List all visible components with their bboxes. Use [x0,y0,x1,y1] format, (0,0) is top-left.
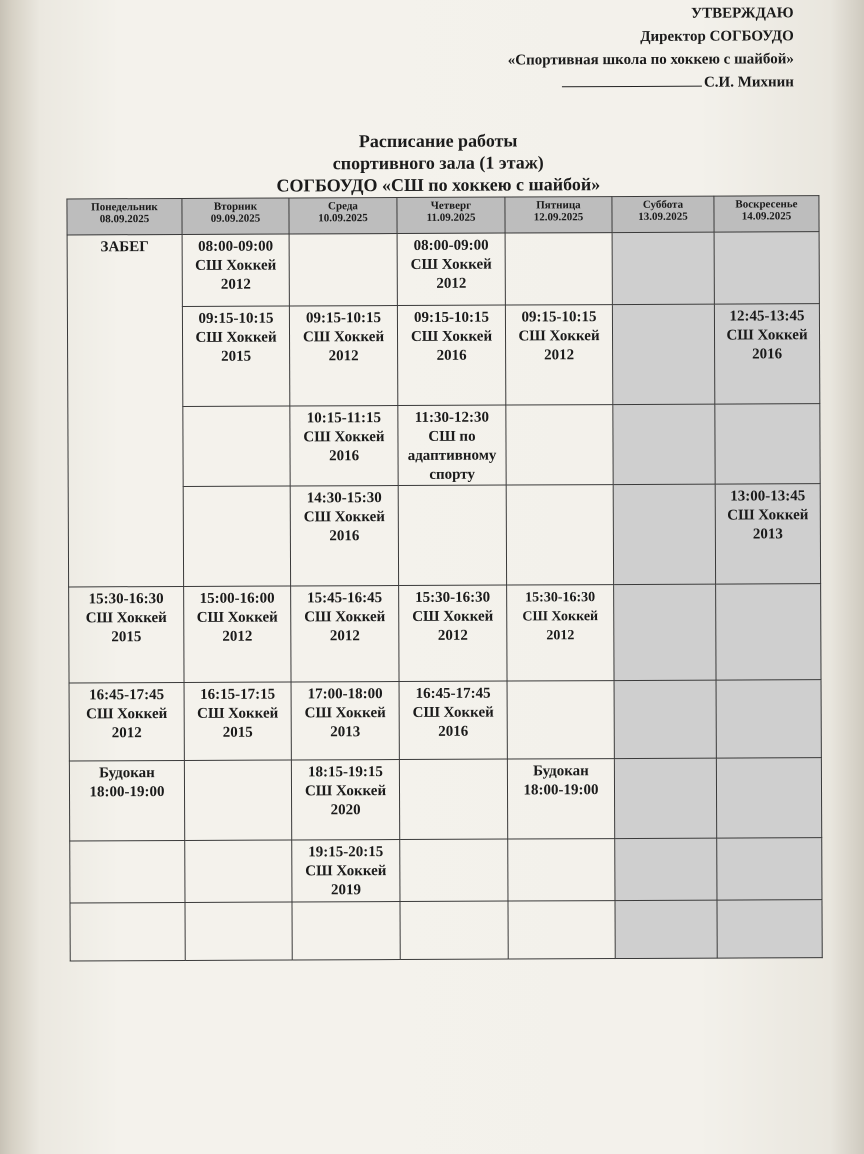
cell-empty [505,233,612,305]
cell-wednesday-slot: 09:15-10:15 СШ Хоккей 2012 [289,306,397,406]
header-thursday: Четверг 11.09.2025 [397,197,505,233]
cell-thursday-slot: 08:00-09:00 СШ Хоккей 2012 [397,233,505,305]
cell-empty-weekend [614,584,716,680]
cell-friday-slot: 15:30-16:30 СШ Хоккей 2012 [507,585,614,681]
cell-empty [70,840,185,903]
cell-thursday-slot: 16:45-17:45 СШ Хоккей 2016 [399,681,507,759]
header-saturday: Суббота 13.09.2025 [612,196,714,232]
cell-empty [183,406,290,486]
document-title [68,128,808,197]
cell-wednesday-slot: 18:15-19:15 СШ Хоккей 2020 [291,760,399,840]
cell-empty [70,902,185,961]
table-row [70,900,822,961]
cell-empty [508,901,615,959]
cell-monday-slot: 15:30-16:30 СШ Хоккей 2015 [69,586,184,683]
header-tuesday: Вторник 09.09.2025 [182,198,289,234]
title-line-2: спортивного зала (1 этаж) [332,152,544,174]
cell-empty [185,902,292,960]
cell-thursday-slot: 09:15-10:15 СШ Хоккей 2016 [397,305,505,405]
header-monday: Понедельник 08.09.2025 [67,198,182,235]
table-row [69,584,821,683]
title-line-1: Расписание работы [358,130,518,152]
cell-tuesday-slot: 09:15-10:15 СШ Хоккей 2015 [182,306,289,406]
approval-block [374,2,794,96]
cell-wednesday-slot: 14:30-15:30 СШ Хоккей 2016 [290,486,398,586]
cell-sunday-slot: 12:45-13:45 СШ Хоккей 2016 [714,304,819,404]
table-row [67,232,819,307]
zabeg-label: ЗАБЕГ [100,239,149,256]
cell-empty [506,485,613,585]
signatory-name: С.И. Михнин [703,74,794,91]
cell-wednesday-slot: 10:15-11:15 СШ Хоккей 2016 [290,406,398,486]
cell-wednesday-slot: 17:00-18:00 СШ Хоккей 2013 [291,682,399,760]
cell-empty [398,485,506,585]
cell-empty-weekend [715,404,820,484]
cell-empty [400,839,508,901]
cell-empty [292,902,400,960]
cell-empty-weekend [714,232,819,304]
signature-blank [562,72,702,88]
cell-sunday-slot: 13:00-13:45 СШ Хоккей 2013 [715,484,820,584]
director-title: Директор СОГБОУДО [640,28,794,45]
cell-thursday-slot: 11:30-12:30 СШ по адаптивному спорту [398,405,506,485]
header-wednesday: Среда 10.09.2025 [289,198,397,234]
cell-wednesday-slot: 19:15-20:15 СШ Хоккей 2019 [292,840,400,902]
cell-empty-weekend [615,900,717,958]
cell-empty-weekend [717,900,822,958]
cell-friday-slot: 09:15-10:15 СШ Хоккей 2012 [505,305,612,405]
cell-empty-weekend [614,680,716,758]
cell-empty [289,234,397,306]
table-row [69,758,821,841]
cell-empty [400,901,508,959]
cell-empty-weekend [717,838,822,900]
cell-empty [507,681,614,759]
cell-thursday-slot: 15:30-16:30 СШ Хоккей 2012 [399,585,507,681]
header-sunday: Воскресенье 14.09.2025 [714,196,819,232]
cell-friday-slot: Будокан 18:00-19:00 [507,759,614,839]
cell-empty-weekend [615,838,717,900]
cell-empty [506,405,613,485]
cell-empty [183,486,290,586]
approval-heading: УТВЕРЖДАЮ [691,5,794,22]
cell-empty-weekend [716,584,821,680]
cell-wednesday-slot: 15:45-16:45 СШ Хоккей 2012 [291,586,399,682]
cell-tuesday-slot: 08:00-09:00 СШ Хоккей 2012 [182,234,289,306]
cell-tuesday-slot: 16:15-17:15 СШ Хоккей 2015 [184,682,291,760]
cell-empty-weekend [613,484,715,584]
cell-monday-slot: Будокан 18:00-19:00 [69,760,184,841]
header-friday: Пятница 12.09.2025 [505,197,612,233]
signature-line [374,71,794,96]
school-name: «Спортивная школа по хоккею с шайбой» [507,51,794,69]
cell-tuesday-slot: 15:00-16:00 СШ Хоккей 2012 [184,586,291,682]
table-row [69,680,821,761]
cell-monday-zabeg [67,234,184,586]
cell-empty-weekend [612,304,714,404]
cell-empty-weekend [612,232,714,304]
cell-empty [185,840,292,902]
cell-empty [399,759,507,839]
cell-empty-weekend [716,680,821,758]
table-header-row [67,196,819,235]
schedule-table [66,195,822,961]
table-row [70,838,822,903]
title-line-3: СОГБОУДО «СШ по хоккею с шайбой» [276,174,601,196]
cell-empty-weekend [614,758,716,838]
cell-empty-weekend [716,758,821,838]
cell-empty-weekend [613,404,715,484]
cell-monday-slot: 16:45-17:45 СШ Хоккей 2012 [69,682,184,761]
cell-empty [508,839,615,901]
cell-empty [184,760,291,840]
